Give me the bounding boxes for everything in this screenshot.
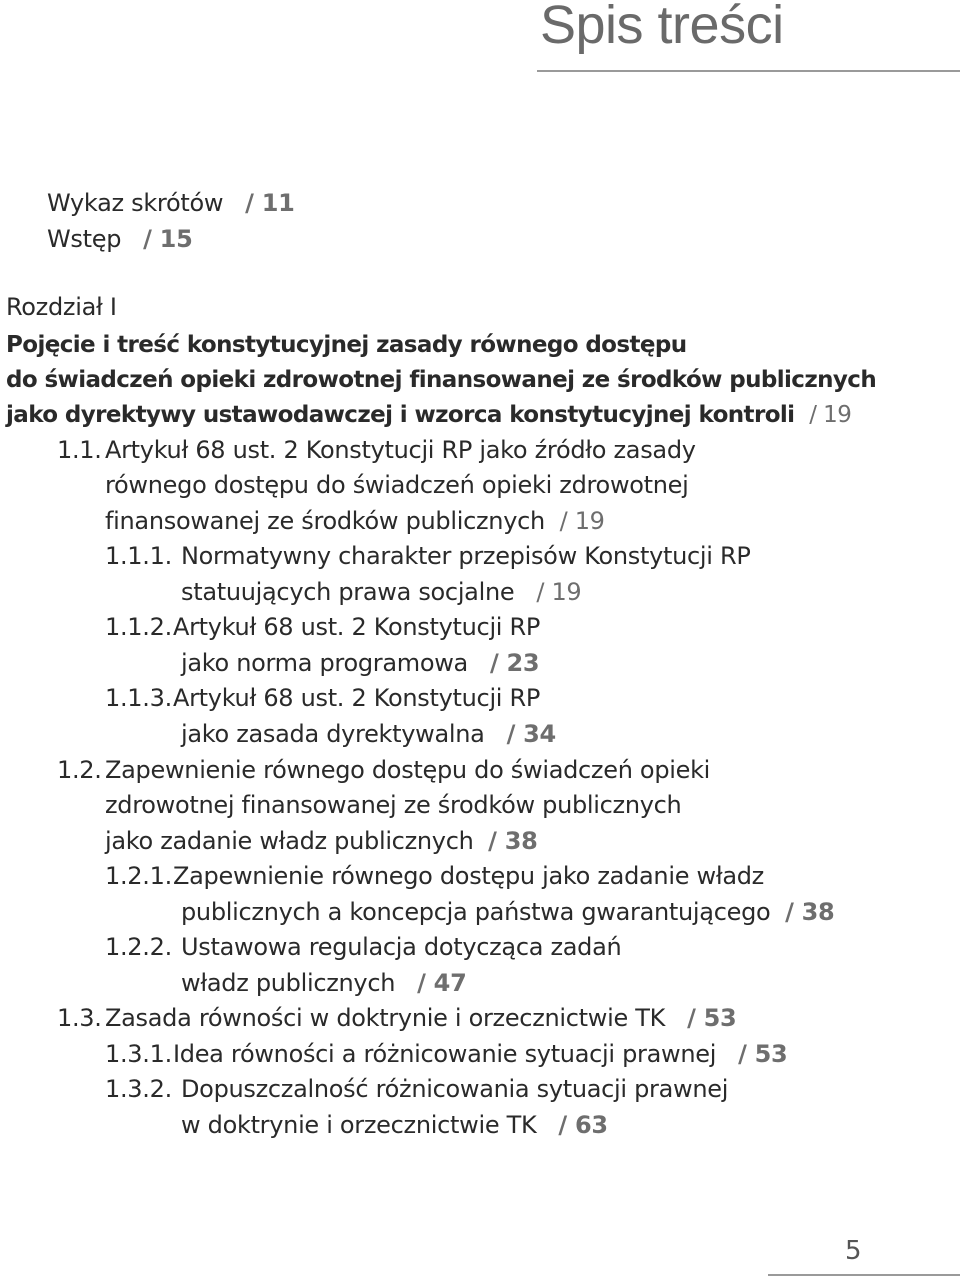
toc-entry-text: statuujących prawa socjalne [181,578,515,606]
toc-page-ref: / 38 [785,898,835,926]
page-number: 5 [845,1236,862,1266]
toc-entry-1-1[interactable] [57,435,696,465]
footer-rule [768,1274,960,1276]
toc-entry-text: Artykuł 68 ust. 2 Konstytucji RP [173,613,541,641]
toc-page-ref: / 19 [559,507,605,535]
chapter-title-line[interactable] [6,400,851,430]
toc-entry-1-1-cont[interactable]: równego dostępu do świadczeń opieki zdrowotnej [105,471,689,499]
toc-page-ref: / 38 [488,827,538,855]
toc-entry-text: finansowanej ze środków publicznych [105,507,545,535]
toc-entry-1-1-1-cont[interactable] [181,577,581,607]
toc-entry-1-1-1[interactable] [105,541,751,571]
toc-entry-text: Wstęp [47,225,122,253]
toc-entry-1-1-2-cont[interactable] [181,648,539,678]
toc-entry-text: Zasada równości w doktrynie i orzecznictwie TK [105,1004,666,1032]
toc-page-ref: / 53 [687,1004,737,1032]
toc-entry-1-3-1[interactable] [105,1039,787,1069]
toc-entry-1-3[interactable] [57,1003,736,1033]
toc-entry-number: 1.2. [57,756,102,784]
toc-entry-text: Zapewnienie równego dostępu jako zadanie władz [173,862,764,890]
toc-entry-wykaz[interactable] [47,188,295,218]
toc-entry-1-2-2[interactable] [105,932,621,962]
chapter-title-line[interactable]: do świadczeń opieki zdrowotnej finansowanej ze środków publicznych [6,367,877,393]
toc-entry-text: Artykuł 68 ust. 2 Konstytucji RP jako źródło zasady [105,436,696,464]
toc-entry-number: 1.1.2. [105,613,172,641]
toc-entry-text: jako zasada dyrektywalna [181,720,485,748]
toc-entry-text: jako zadanie władz publicznych [105,827,474,855]
toc-entry-number: 1.2.1. [105,862,172,890]
toc-entry-1-2-1-cont[interactable] [181,897,834,927]
toc-entry-1-2-cont[interactable] [105,826,538,856]
toc-entry-1-3-2-cont[interactable] [181,1110,608,1140]
toc-entry-1-1-3-cont[interactable] [181,719,556,749]
toc-entry-wstep[interactable] [47,224,192,254]
toc-entry-number: 1.1.1. [105,542,172,570]
page-title: Spis treści [540,0,784,55]
toc-entry-text: publicznych a koncepcja państwa gwarantującego [181,898,771,926]
toc-entry-1-2[interactable] [57,755,710,785]
toc-entry-1-2-cont[interactable]: zdrowotnej finansowanej ze środków publicznych [105,791,682,819]
toc-entry-1-3-2[interactable] [105,1074,728,1104]
toc-entry-text: Ustawowa regulacja dotycząca zadań [181,933,622,961]
toc-entry-number: 1.1. [57,436,102,464]
toc-entry-text: w doktrynie i orzecznictwie TK [181,1111,537,1139]
toc-entry-text: jako norma programowa [181,649,468,677]
toc-page-ref: / 15 [143,225,193,253]
toc-entry-1-1-cont[interactable] [105,506,605,536]
toc-page-ref: / 19 [536,578,582,606]
toc-page-ref: / 34 [506,720,556,748]
toc-entry-number: 1.3.2. [105,1075,172,1103]
toc-entry-text: Wykaz skrótów [47,189,224,217]
toc-entry-1-2-1[interactable] [105,861,764,891]
toc-page-ref: / 63 [558,1111,608,1139]
toc-entry-text: Normatywny charakter przepisów Konstytucji RP [181,542,751,570]
chapter-title-line[interactable]: Pojęcie i treść konstytucyjnej zasady równego dostępu [6,332,687,358]
toc-entry-1-1-2[interactable] [105,612,540,642]
chapter-title-text: jako dyrektywy ustawodawczej i wzorca konstytucyjnej kontroli [6,402,795,428]
toc-entry-1-1-3[interactable] [105,683,540,713]
toc-entry-number: 1.1.3. [105,684,172,712]
toc-entry-text: Artykuł 68 ust. 2 Konstytucji RP [173,684,541,712]
toc-entry-text: Zapewnienie równego dostępu do świadczeń opieki [105,756,711,784]
toc-entry-text: władz publicznych [181,969,396,997]
toc-page-ref: / 19 [809,402,852,428]
toc-entry-number: 1.2.2. [105,933,172,961]
toc-page-ref: / 11 [245,189,295,217]
toc-page-ref: / 47 [417,969,467,997]
toc-page-ref: / 23 [489,649,540,677]
title-rule [537,70,960,72]
chapter-label: Rozdział I [6,293,117,321]
toc-entry-number: 1.3.1. [105,1040,172,1068]
toc-page-ref: / 53 [738,1040,788,1068]
toc-entry-text: Dopuszczalność różnicowania sytuacji prawnej [181,1075,729,1103]
toc-entry-1-2-2-cont[interactable] [181,968,466,998]
toc-entry-text: Idea równości a różnicowanie sytuacji prawnej [173,1040,717,1068]
toc-entry-number: 1.3. [57,1004,102,1032]
